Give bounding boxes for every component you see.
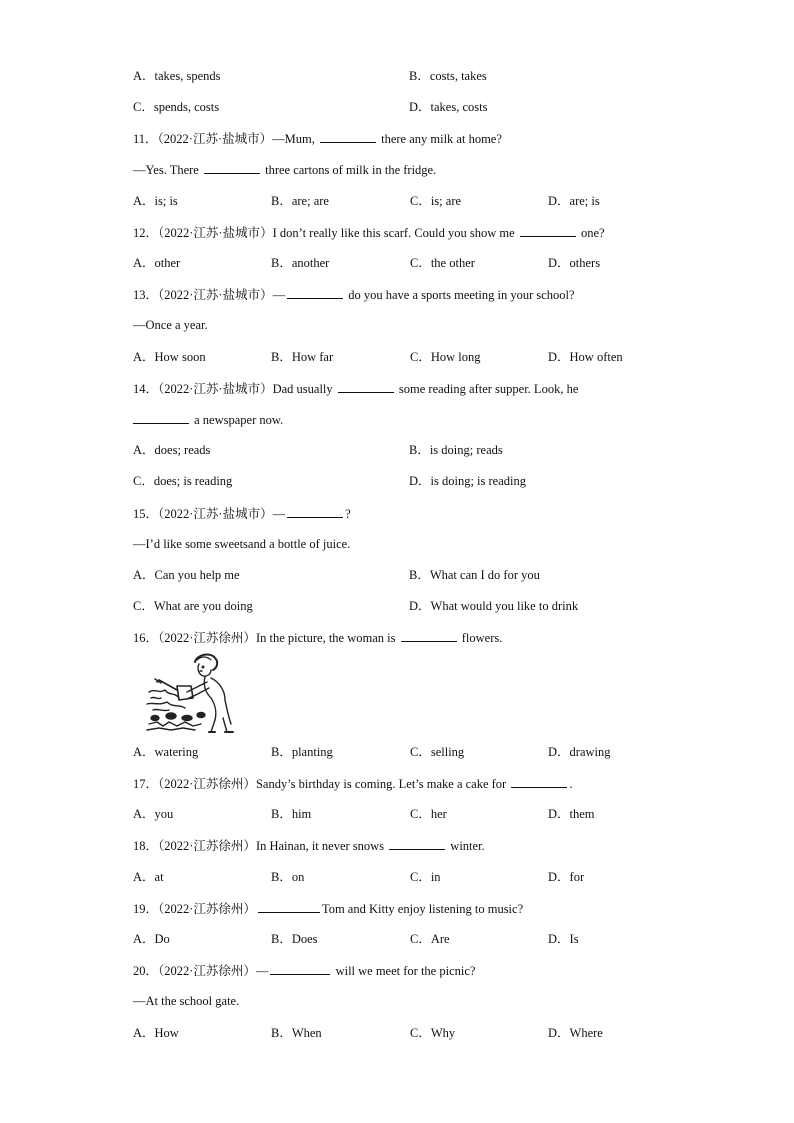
option-b: B．planting bbox=[271, 745, 333, 759]
stem-text: Dad usually bbox=[272, 382, 333, 396]
option-c: C．spends, costs bbox=[133, 100, 220, 114]
stem-text: — bbox=[272, 288, 286, 302]
stem-text: there any milk at home? bbox=[381, 132, 502, 146]
stem-text: — bbox=[272, 507, 286, 521]
question-source: （2022·江苏·盐城市） bbox=[157, 132, 273, 146]
stem-text: — bbox=[255, 964, 269, 978]
question-number: 12． bbox=[133, 226, 159, 240]
option-b: B．him bbox=[271, 807, 312, 821]
option-b: B．When bbox=[271, 1026, 322, 1040]
stem-text: Sandy’s birthday is coming. Let’s make a cake for bbox=[255, 777, 507, 791]
question-19-stem bbox=[133, 900, 523, 917]
question-source: （2022·江苏徐州） bbox=[158, 964, 256, 978]
question-source: （2022·江苏·盐城市） bbox=[158, 226, 273, 240]
question-17-stem bbox=[133, 775, 572, 792]
option-a: A．takes, spends bbox=[133, 69, 221, 83]
question-number: 15． bbox=[133, 507, 159, 521]
option-d: D．How often bbox=[548, 350, 623, 364]
answer-blank bbox=[511, 775, 567, 788]
stem-text: —Mum, bbox=[272, 132, 315, 146]
answer-blank bbox=[320, 130, 376, 143]
question-number: 17． bbox=[133, 777, 159, 791]
stem-text: three cartons of milk in the fridge. bbox=[265, 163, 437, 177]
option-c: C．does; is reading bbox=[133, 474, 233, 488]
option-c: C．Are bbox=[410, 932, 450, 946]
question-11-stem bbox=[133, 130, 502, 147]
option-a: A．watering bbox=[133, 745, 199, 759]
option-c: C．the other bbox=[410, 256, 475, 270]
question-number: 11． bbox=[133, 132, 158, 146]
option-c: C．her bbox=[410, 807, 447, 821]
option-d: D．them bbox=[548, 807, 595, 821]
option-a: A．is; is bbox=[133, 194, 178, 208]
option-b: B．is doing; reads bbox=[409, 443, 503, 457]
answer-blank bbox=[270, 962, 330, 975]
option-b: B．another bbox=[271, 256, 330, 270]
option-b: B．costs, takes bbox=[409, 69, 487, 83]
question-20-stem bbox=[133, 962, 475, 979]
option-a: A．does; reads bbox=[133, 443, 211, 457]
question-14-stem bbox=[133, 380, 578, 397]
answer-blank bbox=[389, 837, 445, 850]
option-b: B．Does bbox=[271, 932, 318, 946]
stem-text: ? bbox=[345, 507, 351, 521]
option-c: C．How long bbox=[410, 350, 481, 364]
question-source: （2022·江苏徐州） bbox=[158, 777, 256, 791]
woman-gardening-illustration bbox=[145, 652, 243, 734]
option-b: B．are; are bbox=[271, 194, 329, 208]
option-c: C．What are you doing bbox=[133, 599, 253, 613]
option-d: D．drawing bbox=[548, 745, 611, 759]
option-b: B．What can I do for you bbox=[409, 568, 540, 582]
stem-text: one? bbox=[580, 226, 605, 240]
answer-blank bbox=[520, 224, 576, 237]
stem-text: winter. bbox=[450, 839, 485, 853]
question-number: 19． bbox=[133, 902, 159, 916]
question-16-stem bbox=[133, 629, 502, 646]
question-source: （2022·江苏徐州） bbox=[158, 902, 256, 916]
question-number: 16． bbox=[133, 631, 159, 645]
option-d: D．takes, costs bbox=[409, 100, 488, 114]
stem-text: a newspaper now. bbox=[194, 413, 284, 427]
option-a: A．at bbox=[133, 870, 164, 884]
stem-text: Tom and Kitty enjoy listening to music? bbox=[321, 902, 524, 916]
question-12-stem bbox=[133, 224, 605, 241]
stem-text: In Hainan, it never snows bbox=[255, 839, 385, 853]
question-13-stem bbox=[133, 286, 575, 303]
stem-text: will we meet for the picnic? bbox=[335, 964, 476, 978]
stem-text: flowers. bbox=[461, 631, 503, 645]
question-13-line2: —Once a year. bbox=[133, 318, 208, 332]
option-a: A．you bbox=[133, 807, 174, 821]
option-a: A．other bbox=[133, 256, 181, 270]
option-c: C．Why bbox=[410, 1026, 456, 1040]
question-15-line2: —I’d like some sweetsand a bottle of juice. bbox=[133, 537, 351, 551]
question-source: （2022·江苏徐州） bbox=[158, 839, 256, 853]
question-number: 20． bbox=[133, 964, 159, 978]
stem-text: In the picture, the woman is bbox=[255, 631, 396, 645]
question-15-stem bbox=[133, 505, 351, 522]
option-c: C．is; are bbox=[410, 194, 462, 208]
option-b: B．on bbox=[271, 870, 305, 884]
option-d: D．for bbox=[548, 870, 585, 884]
answer-blank bbox=[258, 900, 320, 913]
question-source: （2022·江苏·盐城市） bbox=[158, 507, 273, 521]
option-d: D．are; is bbox=[548, 194, 600, 208]
option-d: D．Is bbox=[548, 932, 579, 946]
option-d: D．Where bbox=[548, 1026, 603, 1040]
option-a: A．Do bbox=[133, 932, 170, 946]
option-a: A．Can you help me bbox=[133, 568, 240, 582]
answer-blank bbox=[133, 411, 189, 424]
answer-blank bbox=[287, 505, 343, 518]
question-18-stem bbox=[133, 837, 485, 854]
stem-text: do you have a sports meeting in your school? bbox=[348, 288, 575, 302]
question-20-line2: —At the school gate. bbox=[133, 994, 240, 1008]
option-d: D．others bbox=[548, 256, 601, 270]
answer-blank bbox=[287, 286, 343, 299]
question-source: （2022·江苏徐州） bbox=[158, 631, 256, 645]
option-c: C．selling bbox=[410, 745, 465, 759]
answer-blank bbox=[338, 380, 394, 393]
question-source: （2022·江苏·盐城市） bbox=[158, 382, 273, 396]
option-a: A．How soon bbox=[133, 350, 206, 364]
option-d: D．What would you like to drink bbox=[409, 599, 579, 613]
option-a: A．How bbox=[133, 1026, 179, 1040]
question-number: 13． bbox=[133, 288, 159, 302]
answer-blank bbox=[204, 161, 260, 174]
question-14-line2 bbox=[133, 411, 283, 428]
stem-text: —Yes. There bbox=[133, 163, 199, 177]
question-number: 14． bbox=[133, 382, 159, 396]
stem-text: some reading after supper. Look, he bbox=[398, 382, 579, 396]
option-c: C．in bbox=[410, 870, 441, 884]
answer-blank bbox=[401, 629, 457, 642]
stem-text: . bbox=[569, 777, 573, 791]
question-11-line2 bbox=[133, 161, 436, 178]
option-d: D．is doing; is reading bbox=[409, 474, 527, 488]
option-b: B．How far bbox=[271, 350, 334, 364]
stem-text: I don’t really like this scarf. Could you show me bbox=[272, 226, 515, 240]
question-source: （2022·江苏·盐城市） bbox=[158, 288, 273, 302]
question-number: 18． bbox=[133, 839, 159, 853]
